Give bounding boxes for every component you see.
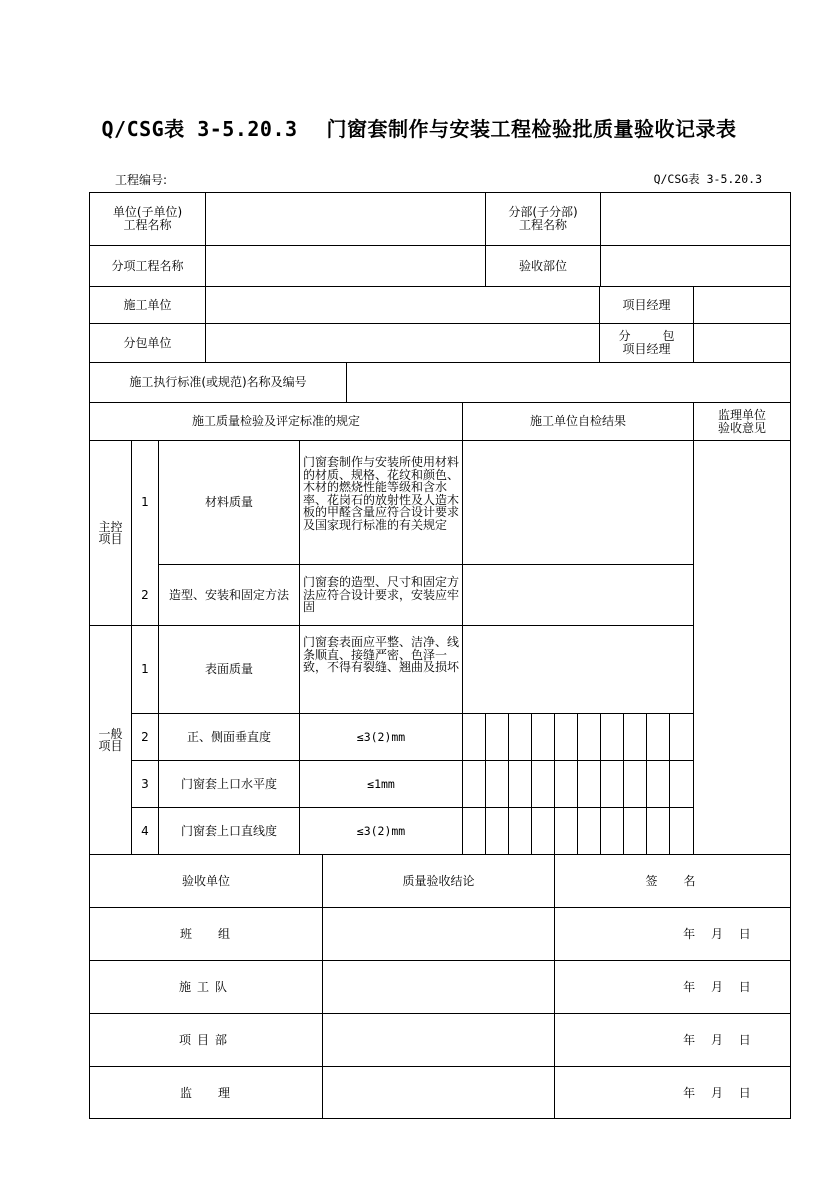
acceptance-row-unit: 班组 (179, 926, 256, 941)
main-item-no: 2 (141, 587, 149, 602)
acceptance-row-date: 年 月 日 (683, 1032, 757, 1047)
general-item-standard: ≤3(2)mm (356, 729, 406, 744)
main-item-standard: 门窗套制作与安装所使用材料的材质、规格、花纹和颜色、木材的燃烧性能等级和含水率、花岗石的放射性及人造木板的甲醛含量应符合设计要求及国家现行标准的有关规定 (303, 455, 460, 532)
acceptance-conclusion-header: 质量验收结论 (402, 873, 475, 888)
subcontract-pm-char-1: 分 (618, 329, 631, 343)
rule (346, 362, 347, 402)
general-label: 一般 项目 (98, 727, 123, 753)
rule (531, 713, 532, 854)
construction-unit-label: 施工单位 (123, 297, 172, 312)
general-item-standard: 门窗套表面应平整、洁净、线条顺直、接缝严密、色泽一致，不得有裂缝、翘曲及损坏 (303, 635, 460, 674)
sub-project-name-label: 分部(子分部) 工程名称 (508, 205, 578, 232)
general-item-no: 1 (141, 662, 149, 676)
rule (600, 192, 601, 286)
rule (669, 713, 670, 854)
project-no-label: 工程编号: (115, 173, 168, 187)
title-name: 门窗套制作与安装工程检验批质量验收记录表 (326, 117, 737, 141)
rule (600, 713, 601, 854)
title-code: Q/CSG表 3-5.20.3 (101, 117, 298, 141)
unit-name-label: 单位(子单位) 工程名称 (112, 205, 183, 232)
general-item-name: 正、侧面垂直度 (186, 729, 271, 744)
main-item-name: 材料质量 (204, 495, 253, 509)
page-title (0, 113, 838, 142)
acceptance-row-date: 年 月 日 (683, 1085, 757, 1100)
acceptance-row-date: 年 月 日 (683, 979, 757, 994)
acceptance-row-unit: 项目部 (178, 1032, 233, 1047)
rule (462, 402, 463, 854)
acceptance-row-unit: 监理 (179, 1085, 256, 1100)
project-manager-label: 项目经理 (622, 297, 671, 312)
main-item-no: 1 (141, 495, 149, 509)
main-control-label: 主控 项目 (98, 520, 123, 546)
self-check-header: 施工单位自检结果 (529, 414, 626, 428)
general-item-name: 门窗套上口直线度 (180, 823, 277, 838)
rule (577, 713, 578, 854)
rule (623, 713, 624, 854)
main-item-name: 造型、安装和固定方法 (168, 587, 289, 602)
general-item-standard: ≤3(2)mm (356, 823, 406, 838)
rule (693, 286, 694, 362)
general-item-no: 4 (141, 823, 149, 838)
rule (485, 713, 486, 854)
subcontract-pm-label (600, 326, 693, 360)
general-item-no: 3 (141, 776, 149, 791)
subcontract-unit-label: 分包单位 (123, 335, 172, 350)
general-item-name: 门窗套上口水平度 (180, 776, 277, 791)
acceptance-row-date: 年 月 日 (683, 926, 757, 941)
standard-label: 施工执行标准(或规范)名称及编号 (129, 375, 307, 389)
general-item-name: 表面质量 (204, 662, 253, 676)
acceptance-sign-header: 签名 (645, 873, 722, 888)
main-item-standard: 门窗套的造型、尺寸和固定方法应符合设计要求，安装应牢固 (303, 575, 460, 614)
acceptance-row-unit: 施工队 (178, 979, 233, 994)
rule (508, 713, 509, 854)
rule (205, 192, 206, 362)
general-item-no: 2 (141, 729, 149, 744)
supervision-header: 监理单位 验收意见 (717, 407, 766, 435)
rule (554, 713, 555, 854)
rule (693, 402, 694, 854)
subcontract-pm-text: 项目经理 (622, 342, 671, 356)
subcontract-pm-char-2: 包 (662, 329, 675, 343)
rule (646, 713, 647, 854)
general-item-standard: ≤1mm (367, 776, 395, 791)
acceptance-unit-header: 验收单位 (181, 873, 230, 888)
item-project-name-label: 分项工程名称 (111, 258, 184, 273)
form-code: Q/CSG表 3-5.20.3 (653, 172, 762, 186)
quality-spec-header: 施工质量检验及评定标准的规定 (191, 414, 360, 428)
acceptance-part-label: 验收部位 (518, 258, 567, 273)
